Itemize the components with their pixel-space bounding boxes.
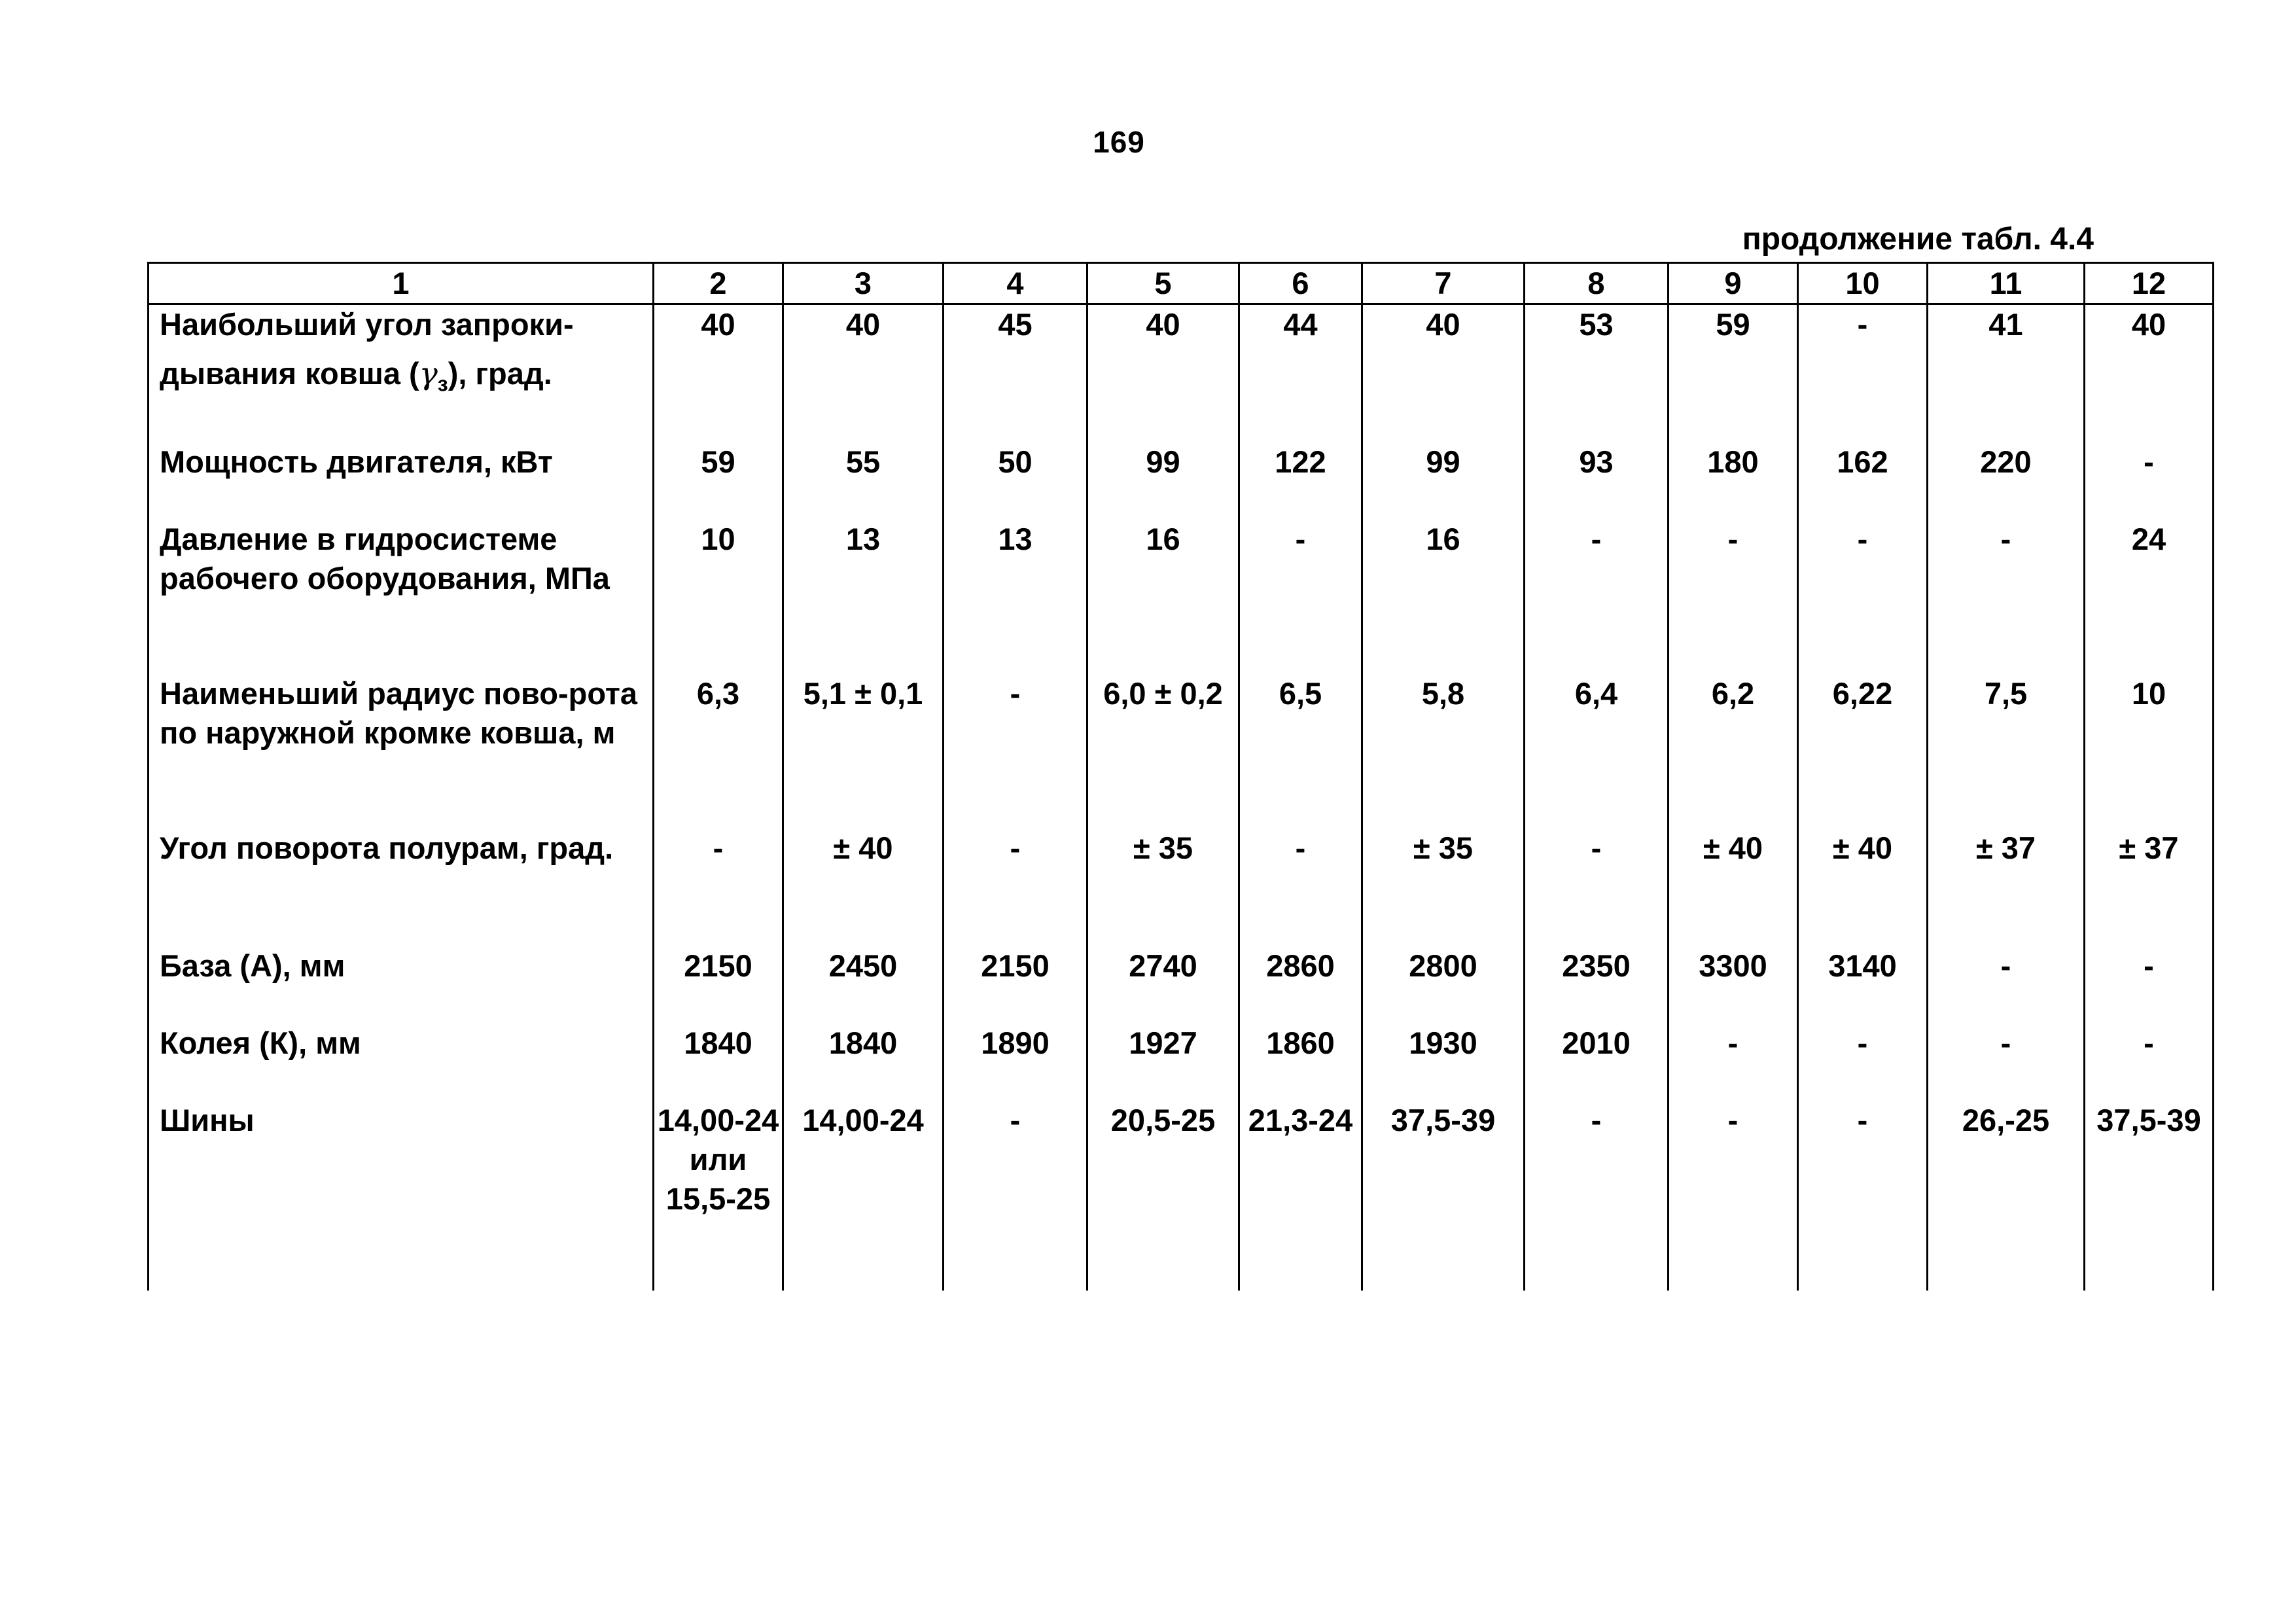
table-cell: 21,3-24 [1239,1101,1362,1291]
table-cell: - [2085,1024,2214,1101]
table-cell: 44 [1239,304,1362,443]
table-cell: 50 [944,442,1087,520]
table-cell: 40 [783,304,944,443]
table-cell: 20,5-25 [1087,1101,1239,1291]
table-cell: 1860 [1239,1024,1362,1101]
table-cell: 13 [944,520,1087,674]
table-cell: - [1525,520,1669,674]
table-cell: 2150 [654,946,783,1024]
table-row [149,520,2214,674]
table-cell: 99 [1087,442,1239,520]
table-cell: - [1239,829,1362,946]
table-cell: - [1798,1101,1928,1291]
table-cell: 2860 [1239,946,1362,1024]
table-cell: - [944,1101,1087,1291]
table-cell: 6,22 [1798,674,1928,829]
table-caption: продолжение табл. 4.4 [1742,222,2094,257]
column-header: 8 [1525,263,1669,304]
table-cell: 162 [1798,442,1928,520]
table-cell: 122 [1239,442,1362,520]
row-label-hydraulic-pressure: Давление в гидросистеме рабочего оборудования, МПа [149,520,654,674]
row-label-tires: Шины [149,1101,654,1291]
table-cell: 14,00-24 или 15,5-25 [654,1101,783,1291]
table-cell: 1840 [783,1024,944,1101]
table-cell: 37,5-39 [1362,1101,1525,1291]
table-cell: ± 40 [1798,829,1928,946]
table-cell: 6,0 ± 0,2 [1087,674,1239,829]
table-cell: ± 35 [1362,829,1525,946]
row-label-turning-radius: Наименьший радиус пово-рота по наружной кромке ковша, м [149,674,654,829]
column-header: 6 [1239,263,1362,304]
column-header: 12 [2085,263,2214,304]
table-cell: 2150 [944,946,1087,1024]
table-cell: 13 [783,520,944,674]
table-cell: 99 [1362,442,1525,520]
table-row [149,1024,2214,1101]
row-label-frame-articulation-angle: Угол поворота полурам, град. [149,829,654,946]
table-cell: 10 [654,520,783,674]
table-row [149,304,2214,443]
column-header: 2 [654,263,783,304]
table-cell: - [1798,520,1928,674]
table-cell: - [1798,304,1928,443]
column-header: 1 [149,263,654,304]
table-cell: 93 [1525,442,1669,520]
table-cell: 59 [654,442,783,520]
table-cell: 24 [2085,520,2214,674]
table-cell: 16 [1087,520,1239,674]
table-cell: 16 [1362,520,1525,674]
table-cell: 59 [1669,304,1798,443]
column-header: 4 [944,263,1087,304]
table-cell: 45 [944,304,1087,443]
table-cell: - [2085,442,2214,520]
table-cell: 2800 [1362,946,1525,1024]
table-row [149,674,2214,829]
table-cell: - [1928,520,2085,674]
table-cell: 3140 [1798,946,1928,1024]
table-cell: - [1669,1101,1798,1291]
table-cell: 40 [654,304,783,443]
table-cell: 1890 [944,1024,1087,1101]
table-cell: 220 [1928,442,2085,520]
table-cell: 40 [1362,304,1525,443]
table-cell: 2450 [783,946,944,1024]
table-cell: - [1669,1024,1798,1101]
column-header: 7 [1362,263,1525,304]
table-row [149,1101,2214,1291]
table-cell: - [654,829,783,946]
table-cell: ± 37 [2085,829,2214,946]
table-cell: 41 [1928,304,2085,443]
gamma-symbol: γ [419,356,438,392]
page-number: 169 [1093,125,1145,159]
table-row [149,946,2214,1024]
table-cell: - [1525,829,1669,946]
table-cell: 6,4 [1525,674,1669,829]
row-label-track-width: Колея (К), мм [149,1024,654,1101]
table-cell: 40 [2085,304,2214,443]
subscript: з [437,372,448,396]
table-cell: 2350 [1525,946,1669,1024]
table-cell: 26,-25 [1928,1101,2085,1291]
table-cell: 10 [2085,674,2214,829]
table-cell: 7,5 [1928,674,2085,829]
table-cell: 180 [1669,442,1798,520]
table-cell: 2740 [1087,946,1239,1024]
table-cell: 6,5 [1239,674,1362,829]
table-cell: 14,00-24 [783,1101,944,1291]
table-cell: 1930 [1362,1024,1525,1101]
specs-table [147,262,2214,1291]
label-line: дывания ковша $(\gamma_з)$, град. [160,356,552,396]
table-cell: 1840 [654,1024,783,1101]
table-cell: - [2085,946,2214,1024]
table-cell: 5,1 ± 0,1 [783,674,944,829]
table-cell: - [1239,520,1362,674]
row-label-engine-power: Мощность двигателя, кВт [149,442,654,520]
row-label-bucket-tilt-angle [149,304,654,443]
table-cell: ± 37 [1928,829,2085,946]
table-cell: ± 40 [783,829,944,946]
table-cell: - [1525,1101,1669,1291]
column-header: 3 [783,263,944,304]
table-cell: - [1928,946,2085,1024]
table-cell: 5,8 [1362,674,1525,829]
table-cell: 6,2 [1669,674,1798,829]
table-cell: - [944,829,1087,946]
table-cell: - [1798,1024,1928,1101]
table-cell: ± 40 [1669,829,1798,946]
table-cell: 40 [1087,304,1239,443]
table-cell: 55 [783,442,944,520]
header-row [149,263,2214,304]
row-label-wheelbase: База (А), мм [149,946,654,1024]
column-header: 10 [1798,263,1928,304]
table-cell: 53 [1525,304,1669,443]
table-cell: 37,5-39 [2085,1101,2214,1291]
column-header: 9 [1669,263,1798,304]
table-cell: ± 35 [1087,829,1239,946]
table-cell: 3300 [1669,946,1798,1024]
table-row [149,442,2214,520]
table-cell: 2010 [1525,1024,1669,1101]
label-line: Наибольший угол запроки- [160,307,574,342]
column-header: 5 [1087,263,1239,304]
column-header: 11 [1928,263,2085,304]
table-cell: 6,3 [654,674,783,829]
table-cell: - [1669,520,1798,674]
table-cell: 1927 [1087,1024,1239,1101]
table-cell: - [1928,1024,2085,1101]
table-cell: - [944,674,1087,829]
table-row [149,829,2214,946]
